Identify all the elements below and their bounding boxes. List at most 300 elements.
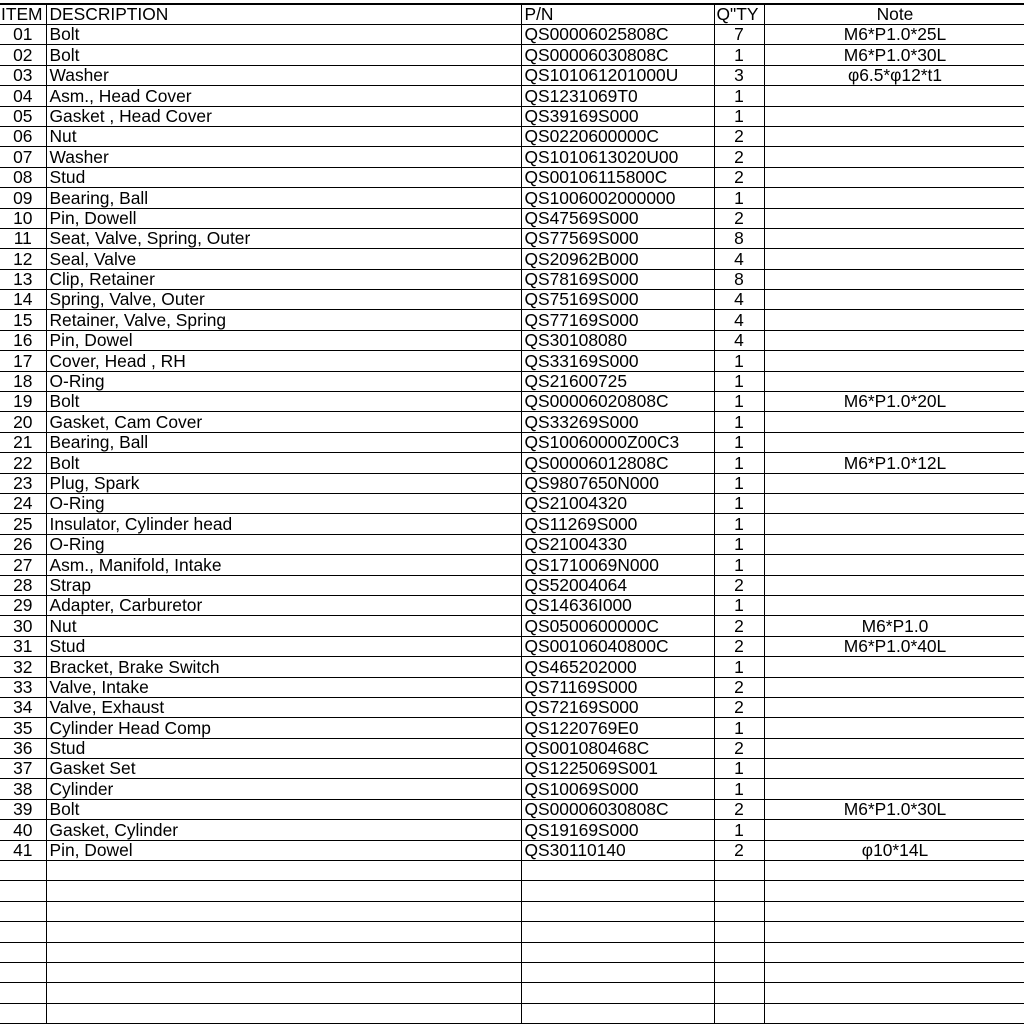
empty-cell bbox=[714, 942, 764, 962]
quantity-cell: 1 bbox=[714, 45, 764, 65]
quantity-cell: 1 bbox=[714, 514, 764, 534]
table-row bbox=[0, 779, 1024, 799]
table-row bbox=[0, 392, 1024, 412]
note-cell bbox=[764, 493, 1024, 513]
item-number-cell: 10 bbox=[0, 208, 46, 228]
quantity-cell: 2 bbox=[714, 840, 764, 860]
parts-table-body bbox=[0, 4, 1024, 1024]
description-cell: Pin, Dowel bbox=[46, 840, 521, 860]
note-cell bbox=[764, 514, 1024, 534]
description-cell: Valve, Intake bbox=[46, 677, 521, 697]
part-number-cell: QS0220600000C bbox=[521, 126, 714, 146]
description-cell: Cylinder Head Comp bbox=[46, 718, 521, 738]
empty-cell bbox=[764, 861, 1024, 881]
description-cell: Pin, Dowel bbox=[46, 330, 521, 350]
part-number-cell: QS1231069T0 bbox=[521, 86, 714, 106]
quantity-cell: 1 bbox=[714, 779, 764, 799]
note-cell bbox=[764, 473, 1024, 493]
empty-cell bbox=[46, 942, 521, 962]
part-number-cell: QS001080468C bbox=[521, 738, 714, 758]
item-number-cell: 20 bbox=[0, 412, 46, 432]
part-number-cell: QS11269S000 bbox=[521, 514, 714, 534]
item-number-cell: 12 bbox=[0, 249, 46, 269]
table-row bbox=[0, 759, 1024, 779]
item-number-cell: 13 bbox=[0, 269, 46, 289]
description-cell: Adapter, Carburetor bbox=[46, 595, 521, 615]
quantity-cell: 2 bbox=[714, 167, 764, 187]
quantity-cell: 4 bbox=[714, 330, 764, 350]
description-cell: Gasket, Cam Cover bbox=[46, 412, 521, 432]
description-cell: Bolt bbox=[46, 25, 521, 45]
item-number-cell: 19 bbox=[0, 392, 46, 412]
quantity-cell: 1 bbox=[714, 432, 764, 452]
part-number-cell: QS77169S000 bbox=[521, 310, 714, 330]
description-cell: Retainer, Valve, Spring bbox=[46, 310, 521, 330]
item-number-cell: 37 bbox=[0, 759, 46, 779]
note-cell bbox=[764, 820, 1024, 840]
note-cell bbox=[764, 657, 1024, 677]
empty-cell bbox=[714, 901, 764, 921]
note-cell bbox=[764, 575, 1024, 595]
part-number-cell: QS00106040800C bbox=[521, 636, 714, 656]
table-row bbox=[0, 534, 1024, 554]
empty-cell bbox=[0, 1003, 46, 1023]
note-cell bbox=[764, 697, 1024, 717]
quantity-cell: 1 bbox=[714, 453, 764, 473]
table-row bbox=[0, 351, 1024, 371]
item-number-cell: 21 bbox=[0, 432, 46, 452]
quantity-cell: 2 bbox=[714, 208, 764, 228]
part-number-cell: QS00006030808C bbox=[521, 799, 714, 819]
note-cell bbox=[764, 351, 1024, 371]
note-cell: M6*P1.0*30L bbox=[764, 799, 1024, 819]
description-cell: Strap bbox=[46, 575, 521, 595]
quantity-cell: 1 bbox=[714, 473, 764, 493]
part-number-cell: QS30108080 bbox=[521, 330, 714, 350]
item-number-cell: 02 bbox=[0, 45, 46, 65]
empty-cell bbox=[521, 861, 714, 881]
description-cell: Bracket, Brake Switch bbox=[46, 657, 521, 677]
empty-cell bbox=[0, 983, 46, 1003]
note-cell bbox=[764, 147, 1024, 167]
part-number-cell: QS101061201000U bbox=[521, 65, 714, 85]
item-number-cell: 07 bbox=[0, 147, 46, 167]
description-cell: Plug, Spark bbox=[46, 473, 521, 493]
quantity-cell: 1 bbox=[714, 555, 764, 575]
item-number-cell: 29 bbox=[0, 595, 46, 615]
quantity-cell: 8 bbox=[714, 269, 764, 289]
quantity-cell: 7 bbox=[714, 25, 764, 45]
quantity-cell: 2 bbox=[714, 616, 764, 636]
quantity-cell: 1 bbox=[714, 657, 764, 677]
table-row bbox=[0, 453, 1024, 473]
part-number-cell: QS0500600000C bbox=[521, 616, 714, 636]
empty-cell bbox=[0, 901, 46, 921]
empty-cell bbox=[46, 922, 521, 942]
part-number-cell: QS75169S000 bbox=[521, 290, 714, 310]
empty-table-row bbox=[0, 922, 1024, 942]
table-row bbox=[0, 269, 1024, 289]
part-number-cell: QS10060000Z00C3 bbox=[521, 432, 714, 452]
empty-cell bbox=[714, 962, 764, 982]
quantity-cell: 3 bbox=[714, 65, 764, 85]
empty-cell bbox=[0, 861, 46, 881]
empty-cell bbox=[764, 1003, 1024, 1023]
quantity-cell: 1 bbox=[714, 534, 764, 554]
part-number-cell: QS1010613020U00 bbox=[521, 147, 714, 167]
empty-cell bbox=[714, 861, 764, 881]
table-row bbox=[0, 595, 1024, 615]
part-number-cell: QS20962B000 bbox=[521, 249, 714, 269]
description-cell: Gasket, Cylinder bbox=[46, 820, 521, 840]
part-number-cell: QS9807650N000 bbox=[521, 473, 714, 493]
description-cell: Stud bbox=[46, 636, 521, 656]
quantity-cell: 2 bbox=[714, 799, 764, 819]
empty-cell bbox=[521, 901, 714, 921]
empty-cell bbox=[0, 881, 46, 901]
item-number-cell: 15 bbox=[0, 310, 46, 330]
table-row bbox=[0, 330, 1024, 350]
empty-table-row bbox=[0, 983, 1024, 1003]
item-number-cell: 23 bbox=[0, 473, 46, 493]
table-row bbox=[0, 514, 1024, 534]
item-number-cell: 27 bbox=[0, 555, 46, 575]
quantity-cell: 1 bbox=[714, 595, 764, 615]
note-cell bbox=[764, 310, 1024, 330]
item-number-cell: 36 bbox=[0, 738, 46, 758]
empty-cell bbox=[0, 922, 46, 942]
description-cell: Bolt bbox=[46, 799, 521, 819]
table-row bbox=[0, 188, 1024, 208]
part-number-cell: QS21600725 bbox=[521, 371, 714, 391]
note-cell bbox=[764, 208, 1024, 228]
note-cell bbox=[764, 126, 1024, 146]
quantity-cell: 1 bbox=[714, 718, 764, 738]
item-number-cell: 16 bbox=[0, 330, 46, 350]
description-cell: O-Ring bbox=[46, 371, 521, 391]
empty-cell bbox=[0, 962, 46, 982]
item-number-cell: 41 bbox=[0, 840, 46, 860]
table-row bbox=[0, 718, 1024, 738]
quantity-cell: 1 bbox=[714, 493, 764, 513]
table-row bbox=[0, 677, 1024, 697]
item-number-cell: 38 bbox=[0, 779, 46, 799]
item-number-cell: 01 bbox=[0, 25, 46, 45]
empty-cell bbox=[46, 962, 521, 982]
note-cell bbox=[764, 432, 1024, 452]
header-part-number: P/N bbox=[521, 4, 714, 25]
header-row bbox=[0, 4, 1024, 25]
quantity-cell: 4 bbox=[714, 249, 764, 269]
note-cell bbox=[764, 290, 1024, 310]
item-number-cell: 25 bbox=[0, 514, 46, 534]
table-row bbox=[0, 228, 1024, 248]
quantity-cell: 1 bbox=[714, 351, 764, 371]
empty-table-row bbox=[0, 942, 1024, 962]
quantity-cell: 1 bbox=[714, 412, 764, 432]
quantity-cell: 2 bbox=[714, 636, 764, 656]
empty-cell bbox=[521, 962, 714, 982]
item-number-cell: 04 bbox=[0, 86, 46, 106]
description-cell: Clip, Retainer bbox=[46, 269, 521, 289]
empty-table-row bbox=[0, 1003, 1024, 1023]
table-row bbox=[0, 697, 1024, 717]
quantity-cell: 1 bbox=[714, 106, 764, 126]
table-row bbox=[0, 106, 1024, 126]
note-cell: M6*P1.0*20L bbox=[764, 392, 1024, 412]
description-cell: Insulator, Cylinder head bbox=[46, 514, 521, 534]
part-number-cell: QS1220769E0 bbox=[521, 718, 714, 738]
empty-table-row bbox=[0, 962, 1024, 982]
note-cell bbox=[764, 412, 1024, 432]
empty-cell bbox=[714, 922, 764, 942]
table-row bbox=[0, 473, 1024, 493]
empty-cell bbox=[714, 881, 764, 901]
quantity-cell: 1 bbox=[714, 759, 764, 779]
part-number-cell: QS47569S000 bbox=[521, 208, 714, 228]
table-row bbox=[0, 575, 1024, 595]
note-cell: φ6.5*φ12*t1 bbox=[764, 65, 1024, 85]
empty-cell bbox=[764, 881, 1024, 901]
table-row bbox=[0, 636, 1024, 656]
description-cell: Spring, Valve, Outer bbox=[46, 290, 521, 310]
item-number-cell: 06 bbox=[0, 126, 46, 146]
empty-cell bbox=[714, 983, 764, 1003]
table-row bbox=[0, 738, 1024, 758]
empty-cell bbox=[46, 881, 521, 901]
part-number-cell: QS1225069S001 bbox=[521, 759, 714, 779]
empty-cell bbox=[764, 901, 1024, 921]
note-cell bbox=[764, 167, 1024, 187]
empty-table-row bbox=[0, 881, 1024, 901]
empty-cell bbox=[764, 942, 1024, 962]
table-row bbox=[0, 45, 1024, 65]
part-number-cell: QS00006025808C bbox=[521, 25, 714, 45]
description-cell: Washer bbox=[46, 147, 521, 167]
part-number-cell: QS78169S000 bbox=[521, 269, 714, 289]
part-number-cell: QS21004330 bbox=[521, 534, 714, 554]
table-row bbox=[0, 25, 1024, 45]
table-row bbox=[0, 412, 1024, 432]
header-note: Note bbox=[764, 4, 1024, 25]
quantity-cell: 1 bbox=[714, 820, 764, 840]
part-number-cell: QS00006020808C bbox=[521, 392, 714, 412]
item-number-cell: 17 bbox=[0, 351, 46, 371]
description-cell: Gasket , Head Cover bbox=[46, 106, 521, 126]
item-number-cell: 26 bbox=[0, 534, 46, 554]
note-cell bbox=[764, 738, 1024, 758]
empty-cell bbox=[764, 922, 1024, 942]
quantity-cell: 1 bbox=[714, 392, 764, 412]
note-cell bbox=[764, 718, 1024, 738]
part-number-cell: QS33169S000 bbox=[521, 351, 714, 371]
description-cell: Bolt bbox=[46, 453, 521, 473]
note-cell bbox=[764, 759, 1024, 779]
description-cell: Cylinder bbox=[46, 779, 521, 799]
quantity-cell: 4 bbox=[714, 310, 764, 330]
description-cell: Bolt bbox=[46, 392, 521, 412]
empty-cell bbox=[521, 942, 714, 962]
note-cell: M6*P1.0*40L bbox=[764, 636, 1024, 656]
empty-cell bbox=[764, 962, 1024, 982]
part-number-cell: QS30110140 bbox=[521, 840, 714, 860]
part-number-cell: QS1006002000000 bbox=[521, 188, 714, 208]
item-number-cell: 05 bbox=[0, 106, 46, 126]
table-row bbox=[0, 65, 1024, 85]
item-number-cell: 18 bbox=[0, 371, 46, 391]
table-row bbox=[0, 310, 1024, 330]
item-number-cell: 40 bbox=[0, 820, 46, 840]
description-cell: Bolt bbox=[46, 45, 521, 65]
note-cell: φ10*14L bbox=[764, 840, 1024, 860]
header-description: DESCRIPTION bbox=[46, 4, 521, 25]
empty-cell bbox=[714, 1003, 764, 1023]
part-number-cell: QS52004064 bbox=[521, 575, 714, 595]
item-number-cell: 24 bbox=[0, 493, 46, 513]
header-item: ITEM bbox=[0, 4, 46, 25]
item-number-cell: 35 bbox=[0, 718, 46, 738]
quantity-cell: 1 bbox=[714, 188, 764, 208]
item-number-cell: 22 bbox=[0, 453, 46, 473]
description-cell: Asm., Head Cover bbox=[46, 86, 521, 106]
note-cell: M6*P1.0*30L bbox=[764, 45, 1024, 65]
empty-cell bbox=[521, 922, 714, 942]
note-cell bbox=[764, 269, 1024, 289]
part-number-cell: QS19169S000 bbox=[521, 820, 714, 840]
description-cell: Bearing, Ball bbox=[46, 432, 521, 452]
part-number-cell: QS00006030808C bbox=[521, 45, 714, 65]
table-row bbox=[0, 616, 1024, 636]
table-row bbox=[0, 840, 1024, 860]
table-row bbox=[0, 555, 1024, 575]
note-cell bbox=[764, 371, 1024, 391]
description-cell: Stud bbox=[46, 738, 521, 758]
part-number-cell: QS10069S000 bbox=[521, 779, 714, 799]
item-number-cell: 14 bbox=[0, 290, 46, 310]
table-row bbox=[0, 249, 1024, 269]
item-number-cell: 03 bbox=[0, 65, 46, 85]
quantity-cell: 2 bbox=[714, 697, 764, 717]
part-number-cell: QS77569S000 bbox=[521, 228, 714, 248]
description-cell: Bearing, Ball bbox=[46, 188, 521, 208]
quantity-cell: 2 bbox=[714, 738, 764, 758]
note-cell bbox=[764, 330, 1024, 350]
part-number-cell: QS14636I000 bbox=[521, 595, 714, 615]
note-cell bbox=[764, 188, 1024, 208]
table-row bbox=[0, 493, 1024, 513]
part-number-cell: QS1710069N000 bbox=[521, 555, 714, 575]
note-cell: M6*P1.0 bbox=[764, 616, 1024, 636]
description-cell: Nut bbox=[46, 616, 521, 636]
quantity-cell: 1 bbox=[714, 86, 764, 106]
note-cell: M6*P1.0*12L bbox=[764, 453, 1024, 473]
item-number-cell: 30 bbox=[0, 616, 46, 636]
description-cell: Valve, Exhaust bbox=[46, 697, 521, 717]
quantity-cell: 2 bbox=[714, 575, 764, 595]
table-row bbox=[0, 126, 1024, 146]
table-row bbox=[0, 657, 1024, 677]
note-cell bbox=[764, 106, 1024, 126]
description-cell: O-Ring bbox=[46, 493, 521, 513]
header-quantity: Q"TY bbox=[714, 4, 764, 25]
description-cell: Cover, Head , RH bbox=[46, 351, 521, 371]
table-row bbox=[0, 799, 1024, 819]
empty-cell bbox=[521, 881, 714, 901]
item-number-cell: 33 bbox=[0, 677, 46, 697]
empty-cell bbox=[46, 1003, 521, 1023]
description-cell: O-Ring bbox=[46, 534, 521, 554]
empty-table-row bbox=[0, 861, 1024, 881]
quantity-cell: 4 bbox=[714, 290, 764, 310]
part-number-cell: QS00106115800C bbox=[521, 167, 714, 187]
parts-table bbox=[0, 3, 1024, 1024]
part-number-cell: QS33269S000 bbox=[521, 412, 714, 432]
note-cell bbox=[764, 228, 1024, 248]
description-cell: Asm., Manifold, Intake bbox=[46, 555, 521, 575]
item-number-cell: 08 bbox=[0, 167, 46, 187]
empty-cell bbox=[764, 983, 1024, 1003]
note-cell bbox=[764, 595, 1024, 615]
item-number-cell: 34 bbox=[0, 697, 46, 717]
table-row bbox=[0, 167, 1024, 187]
empty-cell bbox=[521, 1003, 714, 1023]
description-cell: Nut bbox=[46, 126, 521, 146]
item-number-cell: 32 bbox=[0, 657, 46, 677]
part-number-cell: QS465202000 bbox=[521, 657, 714, 677]
quantity-cell: 2 bbox=[714, 147, 764, 167]
note-cell bbox=[764, 555, 1024, 575]
table-row bbox=[0, 290, 1024, 310]
part-number-cell: QS39169S000 bbox=[521, 106, 714, 126]
quantity-cell: 2 bbox=[714, 126, 764, 146]
item-number-cell: 09 bbox=[0, 188, 46, 208]
description-cell: Washer bbox=[46, 65, 521, 85]
note-cell bbox=[764, 534, 1024, 554]
table-row bbox=[0, 432, 1024, 452]
part-number-cell: QS00006012808C bbox=[521, 453, 714, 473]
note-cell bbox=[764, 677, 1024, 697]
empty-cell bbox=[46, 983, 521, 1003]
empty-cell bbox=[46, 901, 521, 921]
part-number-cell: QS71169S000 bbox=[521, 677, 714, 697]
item-number-cell: 31 bbox=[0, 636, 46, 656]
quantity-cell: 2 bbox=[714, 677, 764, 697]
item-number-cell: 39 bbox=[0, 799, 46, 819]
description-cell: Stud bbox=[46, 167, 521, 187]
table-row bbox=[0, 820, 1024, 840]
note-cell bbox=[764, 249, 1024, 269]
note-cell: M6*P1.0*25L bbox=[764, 25, 1024, 45]
table-row bbox=[0, 86, 1024, 106]
part-number-cell: QS21004320 bbox=[521, 493, 714, 513]
note-cell bbox=[764, 779, 1024, 799]
part-number-cell: QS72169S000 bbox=[521, 697, 714, 717]
table-row bbox=[0, 147, 1024, 167]
quantity-cell: 8 bbox=[714, 228, 764, 248]
empty-table-row bbox=[0, 901, 1024, 921]
description-cell: Pin, Dowell bbox=[46, 208, 521, 228]
description-cell: Gasket Set bbox=[46, 759, 521, 779]
empty-cell bbox=[46, 861, 521, 881]
note-cell bbox=[764, 86, 1024, 106]
item-number-cell: 28 bbox=[0, 575, 46, 595]
table-row bbox=[0, 371, 1024, 391]
quantity-cell: 1 bbox=[714, 371, 764, 391]
empty-cell bbox=[521, 983, 714, 1003]
description-cell: Seal, Valve bbox=[46, 249, 521, 269]
description-cell: Seat, Valve, Spring, Outer bbox=[46, 228, 521, 248]
table-row bbox=[0, 208, 1024, 228]
